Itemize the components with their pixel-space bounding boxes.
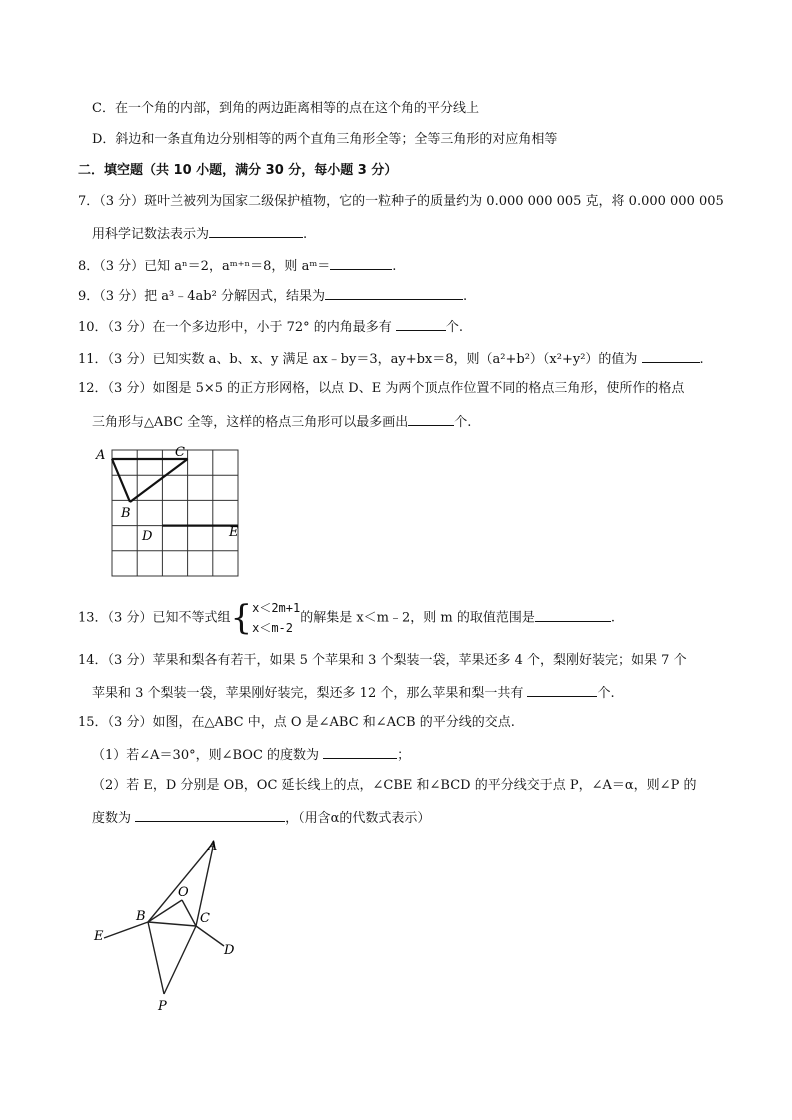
inequality-1: x＜2m+1 (252, 601, 301, 615)
question-7-line2 (92, 224, 307, 244)
ray-cd (196, 926, 224, 946)
answer-blank (527, 683, 597, 697)
side-bc (148, 922, 196, 926)
period: . (610, 610, 616, 626)
question-7-line1: 7．（3 分）斑叶兰被列为国家二级保护植物，它的一粒种子的质量约为 0.000 000 005 克，将 0.000 000 005 (78, 194, 724, 209)
question-13 (78, 598, 615, 638)
label-b: B (121, 506, 131, 521)
label-b: B (136, 909, 146, 924)
question-12-line1: 12．（3 分）如图是 5×5 的正方形网格，以点 D、E 为两个顶点作位置不同的格点三角形，使所作的格点 (78, 381, 685, 396)
question-15-part2: （2）若 E，D 分别是 OB，OC 延长线上的点，∠CBE 和∠BCD 的平分线交于点 P，∠A＝α，则∠P 的 (92, 778, 697, 793)
inequality-2: x＜m-2 (252, 621, 293, 635)
question-13-text: 13．（3 分）已知不等式组 (78, 610, 231, 626)
segment-oc (182, 900, 196, 926)
answer-blank (325, 286, 463, 300)
segment-cp (164, 926, 196, 994)
label-d: D (142, 529, 153, 544)
segment-bo (148, 900, 182, 922)
question-14-end: 个. (597, 686, 615, 701)
question-7-text: 用科学记数法表示为 (92, 227, 210, 242)
answer-blank (396, 317, 446, 331)
question-9-text: 9．（3 分）把 a³﹣4ab² 分解因式，结果为 (78, 289, 325, 304)
question-10-text: 10．（3 分）在一个多边形中，小于 72° 的内角最多有 (78, 320, 392, 335)
ray-be (104, 922, 148, 938)
label-c: C (200, 911, 210, 926)
question-15: 15．（3 分）如图，在△ABC 中，点 O 是∠ABC 和∠ACB 的平分线的交点. (78, 715, 515, 730)
label-p: P (158, 999, 167, 1014)
option-c: C．在一个角的内部，到角的两边距离相等的点在这个角的平分线上 (92, 101, 479, 116)
triangle-figure (86, 834, 246, 1014)
question-10-end: 个. (445, 320, 464, 335)
label-c: C (175, 445, 185, 460)
question-12-text: 三角形与△ABC 全等，这样的格点三角形可以最多画出 (92, 415, 409, 430)
question-12-line2 (92, 412, 471, 432)
inequality-system (230, 598, 300, 638)
question-8-text: 8．（3 分）已知 aⁿ＝2，aᵐ⁺ⁿ＝8，则 aᵐ＝ (78, 259, 331, 274)
question-15-part1-text: （1）若∠A＝30°，则∠BOC 的度数为 (92, 748, 320, 763)
answer-blank (642, 349, 700, 363)
question-11 (78, 349, 704, 369)
question-14-text: 苹果和 3 个梨装一袋，苹果刚好装完，梨还多 12 个，那么苹果和梨一共有 (92, 686, 524, 701)
label-e: E (229, 525, 239, 540)
grid-figure (92, 444, 248, 578)
period: . (392, 259, 397, 274)
period: . (462, 289, 468, 304)
brace-icon: { (230, 598, 253, 638)
question-10 (78, 317, 463, 337)
question-13-text2: 的解集是 x＜m﹣2，则 m 的取值范围是 (300, 610, 535, 626)
segment-bp (148, 922, 164, 994)
question-8 (78, 256, 396, 276)
question-12-end: 个. (454, 415, 472, 430)
option-d: D．斜边和一条直角边分别相等的两个直角三角形全等；全等三角形的对应角相等 (92, 132, 558, 147)
side-ab (148, 842, 214, 922)
period: . (699, 352, 704, 367)
label-o: O (178, 885, 189, 900)
semicolon: ； (397, 748, 411, 763)
answer-blank (408, 412, 454, 426)
section-heading: 二．填空题（共 10 小题，满分 30 分，每小题 3 分） (78, 163, 398, 178)
label-d: D (224, 943, 235, 958)
label-a: A (96, 448, 106, 463)
triangle-abc (112, 459, 188, 502)
answer-blank (209, 224, 303, 238)
period: . (303, 227, 308, 242)
question-14-line2 (92, 683, 615, 703)
label-a: A (208, 839, 218, 854)
question-11-text: 11．（3 分）已知实数 a、b、x、y 满足 ax﹣by＝3，ay+bx＝8，则（a²+b²）（x²+y²）的值为 (78, 352, 638, 367)
answer-blank (330, 256, 392, 270)
question-14-line1: 14．（3 分）苹果和梨各有若干，如果 5 个苹果和 3 个梨装一袋，苹果还多 4 个，梨刚好装完；如果 7 个 (78, 653, 687, 668)
label-e: E (94, 929, 104, 944)
answer-blank (323, 745, 397, 759)
answer-blank (535, 608, 611, 622)
question-15-part3 (92, 808, 430, 828)
question-15-part1 (92, 745, 410, 765)
question-15-note: ，（用含α的代数式表示） (285, 811, 431, 826)
answer-blank (135, 808, 285, 822)
question-9 (78, 286, 467, 306)
question-15-part3-text: 度数为 (92, 811, 132, 826)
